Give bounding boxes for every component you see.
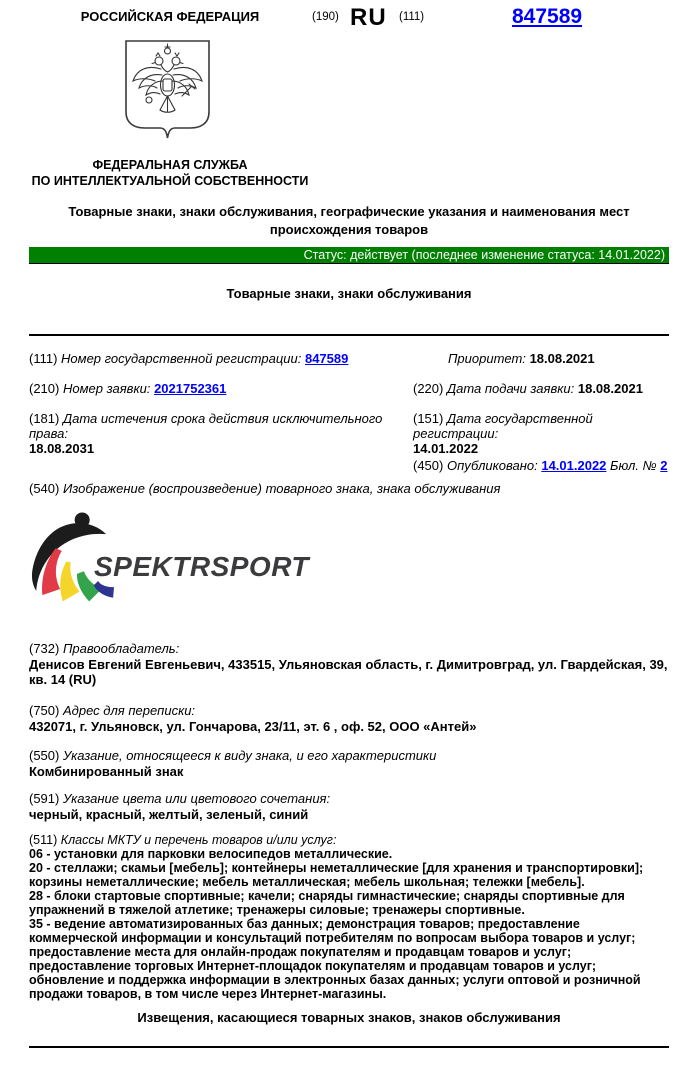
field-550-code: (550) — [29, 748, 60, 763]
field-210 — [29, 381, 391, 396]
field-210-value-link[interactable]: 2021752361 — [154, 381, 227, 396]
field-priority-value: 18.08.2021 — [529, 351, 595, 366]
field-540 — [29, 481, 500, 496]
notices-title: Извещения, касающиеся товарных знаков, знаков обслуживания — [137, 1010, 561, 1025]
class-item-06: 06 - установки для парковки велосипедов металлические. — [29, 847, 393, 861]
agency-line2: ПО ИНТЕЛЛЕКТУАЛЬНОЙ СОБСТВЕННОСТИ — [31, 174, 309, 189]
agency-line1: ФЕДЕРАЛЬНАЯ СЛУЖБА — [92, 158, 248, 172]
field-181 — [29, 411, 391, 456]
field-511 — [29, 833, 669, 1001]
field-111 — [29, 351, 391, 366]
field-550 — [29, 748, 669, 779]
top-divider — [29, 334, 669, 336]
field-732 — [29, 641, 669, 688]
field-450-label: Опубликовано: — [446, 458, 538, 473]
field-priority-label: Приоритет: — [448, 351, 526, 366]
inid-code-190: (190) — [312, 11, 339, 23]
field-151-value: 14.01.2022 — [413, 441, 479, 456]
field-511-label: Классы МКТУ и перечень товаров и/или услуг: — [60, 833, 337, 847]
country-code: RU — [350, 4, 387, 31]
field-591-value: черный, красный, желтый, зеленый, синий — [29, 806, 309, 822]
bottom-divider — [29, 1046, 669, 1048]
field-181-label: Дата истечения срока действия исключительного права: — [29, 411, 383, 441]
field-220-value: 18.08.2021 — [577, 381, 643, 396]
field-220-code: (220) — [413, 381, 444, 396]
field-450 — [413, 458, 675, 473]
field-111-label: Номер государственной регистрации: — [61, 351, 302, 366]
class-item-35: 35 - ведение автоматизированных баз данных; демонстрация товаров; предоставление коммерческой информации и консультаций потребителям по вопросам выбора товаров и услуг; предоставление места для онлайн-продаж покупателям и продавцам товаров и услуг; предоставление торговых Интернет-площадок покупателям и продавцам товаров и услуг; обновление и поддержка информации в электронных базах данных; услуги оптовой и розничной продажи товаров, в том числе через Интернет-магазины. — [29, 917, 641, 1001]
field-151 — [413, 411, 675, 456]
field-111-value-link[interactable]: 847589 — [304, 351, 349, 366]
field-732-code: (732) — [29, 641, 60, 656]
field-111-code: (111) — [29, 351, 58, 366]
field-220 — [413, 381, 675, 396]
field-priority — [413, 351, 698, 366]
bulletin-number-link[interactable]: 2 — [660, 458, 668, 473]
field-540-label: Изображение (воспроизведение) товарного знака, знака обслуживания — [62, 481, 501, 496]
class-item-28: 28 - блоки стартовые спортивные; качели; снаряды гимнастические; снаряды спортивные для упражнений в тяжелой атлетике; тренажеры силовые; тренажеры спортивные. — [29, 889, 625, 917]
field-591-code: (591) — [29, 791, 60, 806]
registration-number-link[interactable]: 847589 — [512, 5, 583, 28]
country-title: РОССИЙСКАЯ ФЕДЕРАЦИЯ — [80, 9, 260, 24]
document-type-title: Товарные знаки, знаки обслуживания, географические указания и наименования мест происхождения товаров — [68, 204, 630, 237]
section-title: Товарные знаки, знаки обслуживания — [226, 286, 472, 301]
field-550-value: Комбинированный знак — [29, 763, 184, 779]
field-591 — [29, 791, 669, 822]
russian-coat-of-arms-icon — [122, 38, 213, 142]
field-511-code: (511) — [29, 833, 58, 847]
field-210-code: (210) — [29, 381, 60, 396]
trademark-logo-text: SPEKTRSPORT — [94, 551, 310, 582]
agency-name — [0, 157, 340, 190]
field-151-code: (151) — [413, 411, 444, 426]
field-181-value: 18.08.2031 — [29, 441, 95, 456]
field-732-value: Денисов Евгений Евгеньевич, 433515, Ульяновская область, г. Димитровград, ул. Гвардейская, 39, кв. 14 (RU) — [29, 656, 668, 687]
field-450-code: (450) — [413, 458, 444, 473]
field-181-code: (181) — [29, 411, 60, 426]
field-220-label: Дата подачи заявки: — [446, 381, 575, 396]
field-151-label: Дата государственной регистрации: — [413, 411, 593, 441]
field-732-label: Правообладатель: — [62, 641, 180, 656]
field-750 — [29, 703, 669, 734]
field-750-label: Адрес для переписки: — [62, 703, 196, 718]
field-550-label: Указание, относящееся к виду знака, и его характеристики — [62, 748, 437, 763]
field-540-code: (540) — [29, 481, 60, 496]
field-750-code: (750) — [29, 703, 60, 718]
inid-code-111-header: (111) — [399, 11, 425, 23]
class-item-20: 20 - стеллажи; скамьи [мебель]; контейнеры неметаллические [для хранения и транспортировки]; корзины неметаллические; мебель металлическая; мебель школьная; тележки [мебель]. — [29, 861, 644, 889]
status-bar: Статус: действует (последнее изменение статуса: 14.01.2022) — [29, 247, 669, 264]
field-450-date-link[interactable]: 14.01.2022 — [541, 458, 607, 473]
field-591-label: Указание цвета или цветового сочетания: — [62, 791, 331, 806]
bulletin-label: Бюл. № — [610, 458, 657, 473]
field-511-header — [29, 833, 669, 847]
field-750-value: 432071, г. Ульяновск, ул. Гончарова, 23/11, эт. 6 , оф. 52, ООО «Антей» — [29, 718, 477, 734]
field-210-label: Номер заявки: — [62, 381, 151, 396]
